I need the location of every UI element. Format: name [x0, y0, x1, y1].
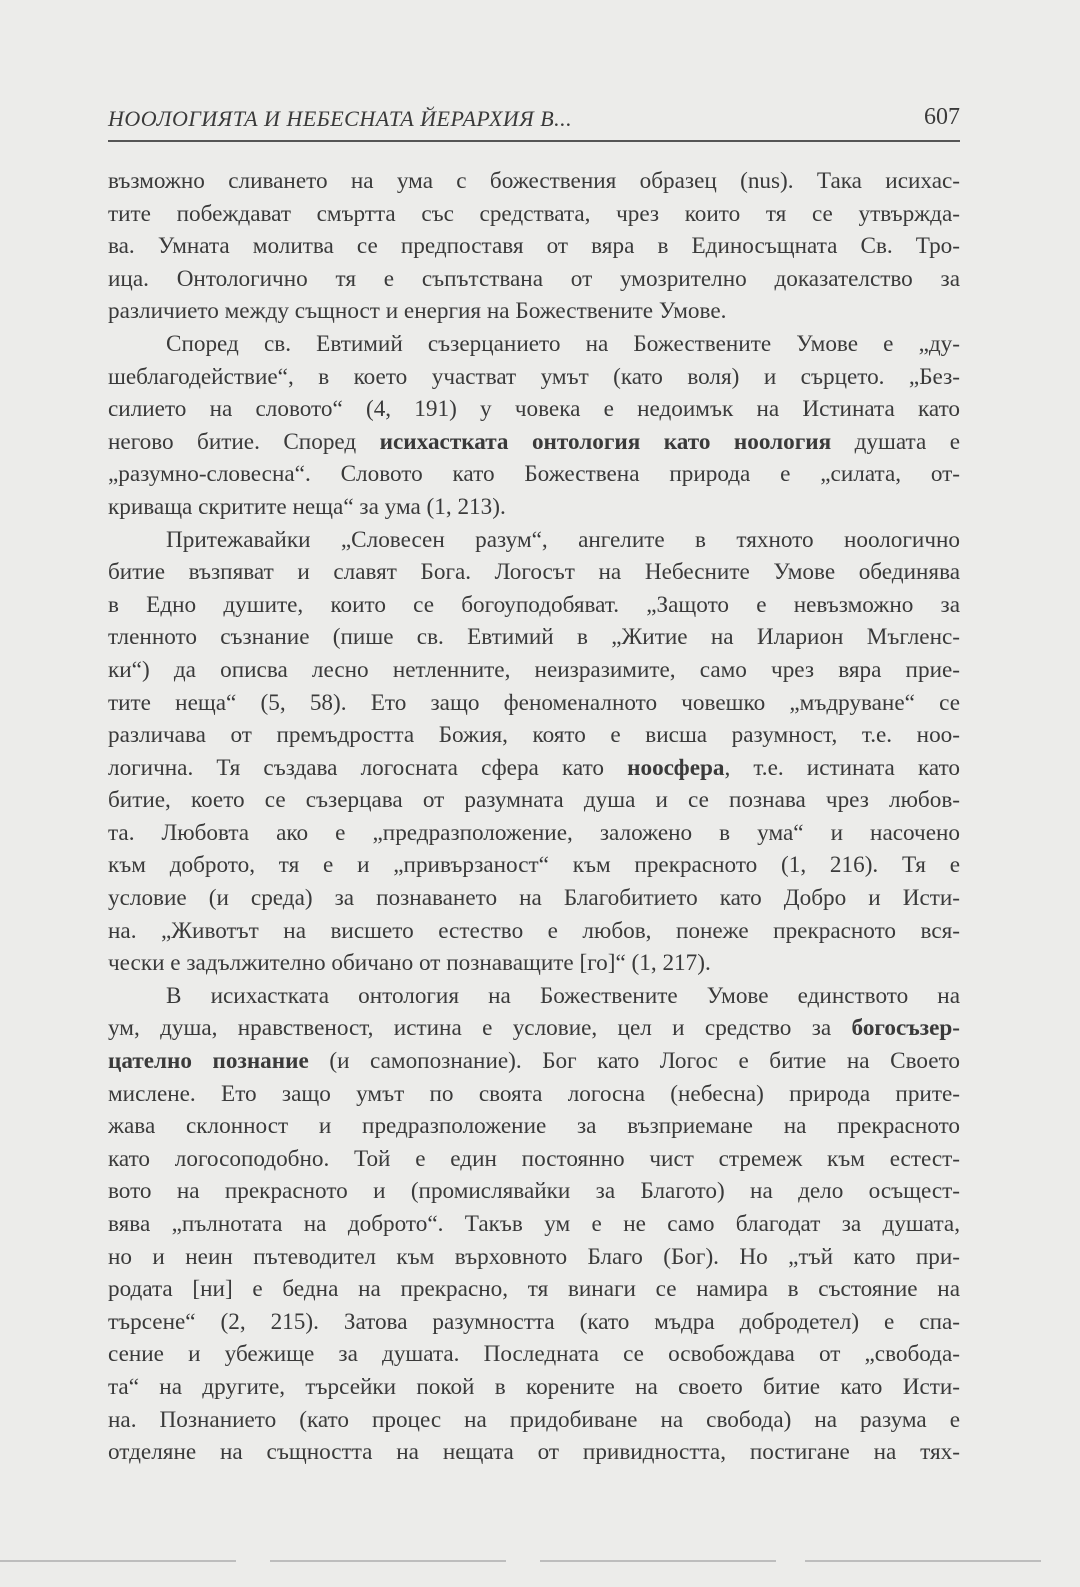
- text-line: [108, 687, 960, 720]
- text-line: [108, 1110, 960, 1143]
- text-run: ум, душа, нравственост, истина е условие, цел и средство за: [108, 1015, 852, 1042]
- text-run: , т.е. истината като: [724, 754, 960, 781]
- text-run: отделяне на същността на нещата от привидността, постигане на тях-: [108, 1439, 960, 1466]
- text-run: тите побеждават смъртта със средствата, чрез които тя се утвържда-: [108, 200, 960, 227]
- running-title: НООЛОГИЯТА И НЕБЕСНАТА ЙЕРАРХИЯ В...: [108, 106, 573, 131]
- text-run: като логосоподобно. Той е един постоянно чист стремеж към естест-: [108, 1145, 960, 1172]
- text-line: [108, 524, 960, 557]
- text-line: [108, 426, 960, 459]
- text-run: чески е задължително обичано от познаващите [го]“ (1, 217).: [108, 950, 711, 977]
- text-run: (и самопознание). Бог като Логос е битие на Своето: [308, 1048, 960, 1075]
- text-line: [108, 654, 960, 687]
- text-line: [108, 621, 960, 654]
- text-run: „разумно-словесна“. Словото като Божествена природа е „силата, от-: [108, 461, 960, 488]
- text-run: към доброто, тя е и „привързаност“ към прекрасното (1, 216). Тя е: [108, 852, 960, 879]
- text-line: [108, 752, 960, 785]
- text-run: Според св. Евтимий съзерцанието на Божествените Умове е „ду-: [166, 330, 960, 357]
- text-line: [108, 230, 960, 263]
- text-run: логична. Тя създава логосната сфера като: [108, 754, 628, 781]
- text-line: [108, 1078, 960, 1111]
- text-run: та. Любовта ако е „предразположение, заложено в ума“ и насочено: [108, 819, 960, 846]
- text-line: [108, 263, 960, 296]
- footer-rule: [270, 1560, 506, 1562]
- text-line: [108, 1404, 960, 1437]
- text-line: [108, 947, 960, 980]
- text-run: душата е: [831, 428, 960, 455]
- bold-term: ноосфера: [627, 754, 725, 781]
- running-header: [108, 100, 960, 142]
- text-line: [108, 1175, 960, 1208]
- text-run: силието на словото“ (4, 191) у човека е недоимък на Истината като: [108, 396, 960, 423]
- text-run: в Едно душите, които се богоуподобяват. „Защото е невъзможно за: [108, 591, 960, 618]
- text-run: условие (и среда) за познаването на Благобитието като Добро и Исти-: [108, 885, 960, 912]
- text-line: [108, 1012, 960, 1045]
- text-line: [108, 393, 960, 426]
- text-run: тите неща“ (5, 58). Ето защо феноменалното човешко „мъдруване“ се: [108, 689, 960, 716]
- text-run: на. „Животът на висшето естество е любов, понеже прекрасното вся-: [108, 917, 960, 944]
- text-line: [108, 328, 960, 361]
- text-line: [108, 589, 960, 622]
- text-run: възможно сливането на ума с божествения образец (nus). Така исихас-: [108, 168, 960, 194]
- text-run: различието между същност и енергия на Божествените Умове.: [108, 298, 727, 325]
- text-line: [108, 849, 960, 882]
- text-line: [108, 1338, 960, 1371]
- text-run: родата [ни] е бедна на прекрасно, тя винаги се намира в състояние на: [108, 1276, 960, 1303]
- text-run: жава склонност и предразположение за възприемане на прекрасното: [108, 1113, 960, 1140]
- footer-rule: [805, 1560, 1041, 1562]
- text-line: [108, 915, 960, 948]
- bold-term: цателно познание: [108, 1048, 309, 1075]
- text-run: ки“) да описва лесно нетленните, неизразимите, само чрез вяра прие-: [108, 656, 960, 683]
- body-text: [108, 165, 960, 1469]
- text-line: [108, 491, 960, 524]
- text-run: различава от премъдростта Божия, която е висша разумност, т.е. ноо-: [108, 722, 960, 749]
- text-run: вява „пълнотата на доброто“. Такъв ум е не само благодат за душата,: [108, 1211, 960, 1237]
- footer-rule: [540, 1560, 776, 1562]
- text-run: на. Познанието (като процес на придобиване на свобода) на разума е: [108, 1406, 960, 1433]
- text-line: [108, 295, 960, 328]
- text-line: [108, 1273, 960, 1306]
- text-run: негово битие. Според: [108, 428, 380, 455]
- text-run: битие, което се съзерцава от разумната душа и се познава чрез любов-: [108, 787, 960, 814]
- text-line: [108, 165, 960, 198]
- text-line: [108, 458, 960, 491]
- text-run: В исихастката онтология на Божествените Умове единството на: [166, 982, 960, 1009]
- bold-term: исихастката онтология като ноология: [379, 428, 832, 455]
- text-run: търсене“ (2, 215). Затова разумността (като мъдра добродетел) е спа-: [108, 1308, 960, 1335]
- text-run: мислене. Ето защо умът по своята логосна (небесна) природа прите-: [108, 1080, 960, 1107]
- text-line: [108, 1143, 960, 1176]
- text-run: шеблагодействие“, в което участват умът (като воля) и сърцето. „Без-: [108, 363, 960, 390]
- text-run: ва. Умната молитва се предпоставя от вяра в Единосъщната Св. Тро-: [108, 233, 960, 260]
- text-line: [108, 784, 960, 817]
- text-line: [108, 719, 960, 752]
- text-line: [108, 1306, 960, 1339]
- text-line: [108, 882, 960, 915]
- text-line: [108, 1208, 960, 1241]
- text-run: та“ на другите, търсейки покой в корените на своето битие като Исти-: [108, 1373, 960, 1400]
- text-run: битие възпяват и славят Бога. Логосът на Небесните Умове обединява: [108, 559, 960, 586]
- text-line: [108, 361, 960, 394]
- text-run: сение и убежище за душата. Последната се освобождава от „свобода-: [108, 1341, 960, 1368]
- bold-term: богосъзер-: [851, 1015, 960, 1042]
- text-run: вото на прекрасното и (промислявайки за Благото) на дело осъщест-: [108, 1178, 960, 1205]
- text-line: [108, 1241, 960, 1274]
- footer-rule: [0, 1560, 236, 1562]
- text-line: [108, 1045, 960, 1078]
- text-run: криваща скритите неща“ за ума (1, 213).: [108, 493, 506, 520]
- text-run: тленното съзнание (пише св. Евтимий в „Житие на Иларион Мъгленс-: [108, 624, 960, 651]
- page-number: 607: [924, 104, 960, 130]
- text-run: но и неин пътеводител към върховното Благо (Бог). Но „тъй като при-: [108, 1243, 960, 1270]
- text-line: [108, 817, 960, 850]
- text-line: [108, 1371, 960, 1404]
- text-line: [108, 198, 960, 231]
- text-line: [108, 980, 960, 1013]
- text-run: Притежавайки „Словесен разум“, ангелите в тяхното ноологично: [166, 526, 960, 553]
- text-run: ица. Онтологично тя е съпътствана от умозрително доказателство за: [108, 265, 960, 292]
- text-line: [108, 1436, 960, 1469]
- text-line: [108, 556, 960, 589]
